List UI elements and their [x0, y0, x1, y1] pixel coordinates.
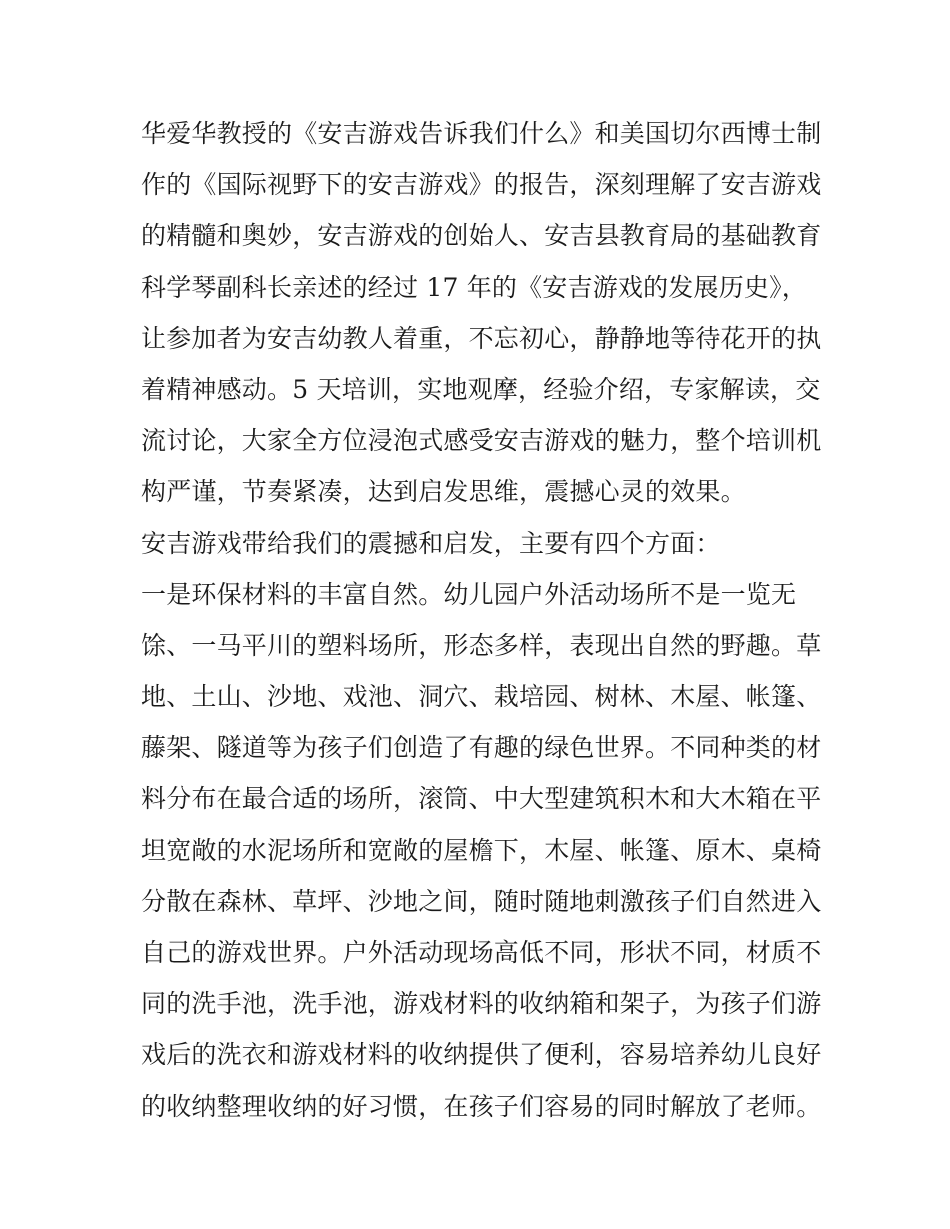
text-line: 让参加者为安吉幼教人着重，不忘初心，静静地等待花开的执 [141, 323, 822, 353]
text-line: 藤架、隧道等为孩子们创造了有趣的绿色世界。不同种类的材 [141, 733, 822, 763]
text-line: 的精髓和奥妙，安吉游戏的创始人、安吉县教育局的基础教育 [141, 221, 822, 251]
text-line: 分散在森林、草坪、沙地之间，随时随地刺激孩子们自然进入 [141, 886, 822, 916]
text-line: 作的《国际视野下的安吉游戏》的报告，深刻理解了安吉游戏 [141, 170, 822, 200]
text-line: 一是环保材料的丰富自然。幼儿园户外活动场所不是一览无 [141, 579, 797, 609]
text-line: 地、土山、沙地、戏池、洞穴、栽培园、树林、木屋、帐篷、 [141, 682, 822, 712]
text-line: 构严谨，节奏紧凑，达到启发思维，震撼心灵的效果。 [141, 477, 746, 507]
text-line: 同的洗手池，洗手池，游戏材料的收纳箱和架子，为孩子们游 [141, 989, 822, 1019]
text-line: 着精神感动。5 天培训，实地观摩，经验介绍，专家解读，交 [141, 374, 821, 404]
text-line: 的收纳整理收纳的好习惯，在孩子们容易的同时解放了老师。 [141, 1091, 822, 1121]
body-text [141, 108, 821, 1132]
text-line: 安吉游戏带给我们的震撼和启发，主要有四个方面： [141, 528, 721, 558]
text-line: 坦宽敞的水泥场所和宽敞的屋檐下，木屋、帐篷、原木、桌椅 [141, 835, 822, 865]
text-line: 自己的游戏世界。户外活动现场高低不同，形状不同，材质不 [141, 938, 822, 967]
text-line: 戏后的洗衣和游戏材料的收纳提供了便利，容易培养幼儿良好 [141, 1040, 822, 1070]
text-line: 华爱华教授的《安吉游戏告诉我们什么》和美国切尔西博士制 [141, 119, 822, 148]
text-line: 科学琴副科长亲述的经过 17 年的《安吉游戏的发展历史》， [141, 272, 808, 302]
text-line: 料分布在最合适的场所，滚筒、中大型建筑积木和大木箱在平 [141, 784, 822, 814]
text-line: 馀、一马平川的塑料场所，形态多样，表现出自然的野趣。草 [141, 630, 822, 660]
text-line: 流讨论，大家全方位浸泡式感受安吉游戏的魅力，整个培训机 [141, 426, 822, 456]
